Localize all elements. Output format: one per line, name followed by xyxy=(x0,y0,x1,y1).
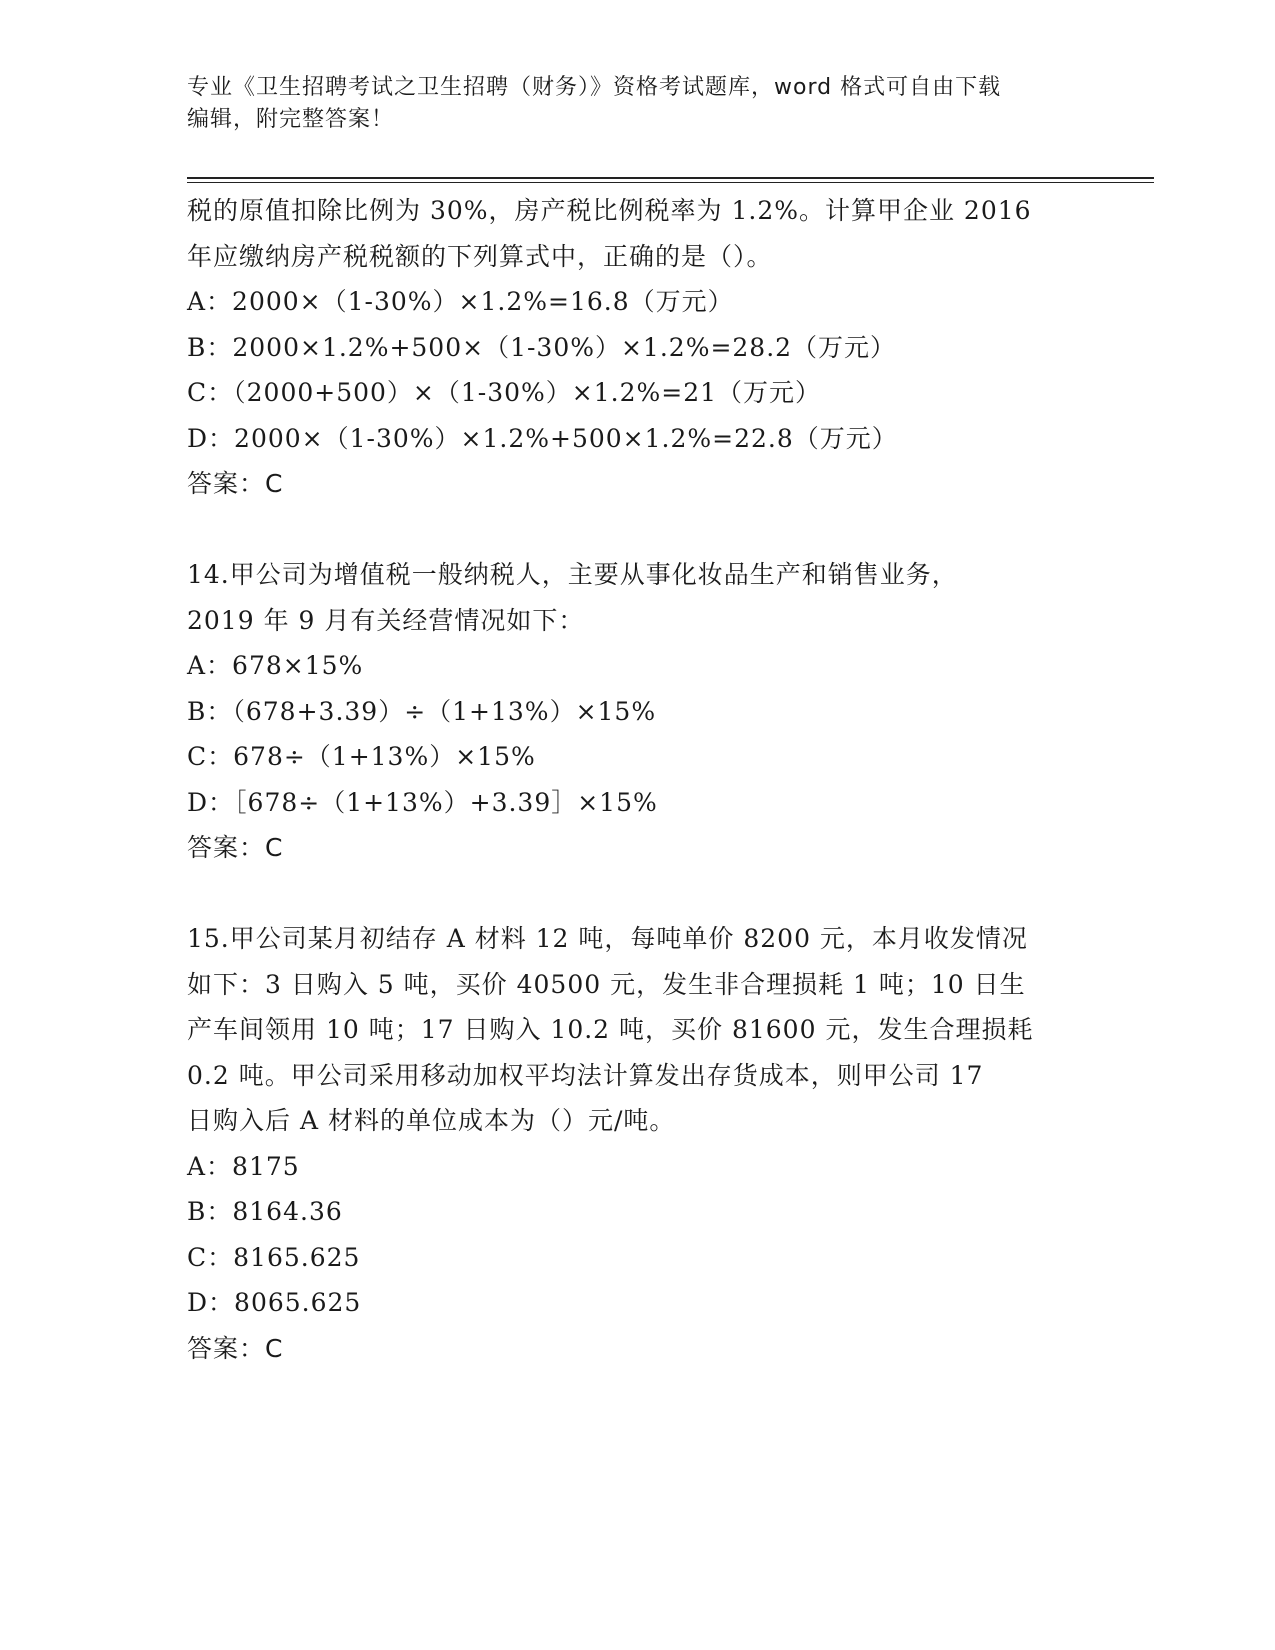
page-header: 专业《卫生招聘考试之卫生招聘（财务）》资格考试题库，word 格式可自由下载 编辑，附完整答案！ xyxy=(187,75,1002,132)
question-14 xyxy=(187,552,1087,871)
question-13-option-a: A：2000×（1-30%）×1.2%=16.8（万元） xyxy=(187,287,734,316)
question-14-stem-line: 14.甲公司为增值税一般纳税人，主要从事化妆品生产和销售业务， xyxy=(187,560,958,589)
question-15-stem-line: 0.2 吨。甲公司采用移动加权平均法计算发出存货成本，则甲公司 17 xyxy=(187,1060,984,1090)
question-15 xyxy=(187,916,1087,1371)
question-15-stem-line: 日购入后 A 材料的单位成本为（）元/吨。 xyxy=(187,1106,676,1135)
question-13-option-b: B：2000×1.2%+500×（1-30%）×1.2%=28.2（万元） xyxy=(187,332,897,362)
question-13-stem-line: 税的原值扣除比例为 30%，房产税比例税率为 1.2%。计算甲企业 2016 xyxy=(187,196,1032,225)
question-13 xyxy=(187,188,1087,507)
question-15-stem-line: 产车间领用 10 吨；17 日购入 10.2 吨，买价 81600 元，发生合理损耗 xyxy=(187,1015,1034,1044)
question-13-answer: 答案：C xyxy=(187,469,284,498)
question-14-answer: 答案：C xyxy=(187,833,284,862)
question-13-stem-line: 年应缴纳房产税税额的下列算式中，正确的是（）。 xyxy=(187,241,773,271)
question-14-option-b: B：（678+3.39）÷（1+13%）×15% xyxy=(187,696,657,726)
question-15-stem-line: 15.甲公司某月初结存 A 材料 12 吨，每吨单价 8200 元，本月收发情况 xyxy=(187,924,1028,953)
question-15-option-b: B：8164.36 xyxy=(187,1197,343,1226)
document-body xyxy=(187,188,1087,1371)
header-divider-thin xyxy=(187,182,1154,183)
question-15-answer: 答案：C xyxy=(187,1333,284,1363)
question-13-option-d: D：2000×（1-30%）×1.2%+500×1.2%=22.8（万元） xyxy=(187,423,898,453)
question-14-option-d: D：［678÷（1+13%）+3.39］×15% xyxy=(187,787,658,817)
question-15-stem-line: 如下：3 日购入 5 吨，买价 40500 元，发生非合理损耗 1 吨；10 日生 xyxy=(187,969,1026,999)
question-14-option-a: A：678×15% xyxy=(187,651,364,680)
header-divider xyxy=(187,177,1154,179)
spacer xyxy=(187,871,1087,917)
question-13-option-c: C：（2000+500）×（1-30%）×1.2%=21（万元） xyxy=(187,378,822,407)
question-15-option-c: C：8165.625 xyxy=(187,1242,361,1272)
spacer xyxy=(187,507,1087,553)
question-15-option-d: D：8065.625 xyxy=(187,1288,362,1317)
question-14-stem-line: 2019 年 9 月有关经营情况如下： xyxy=(187,605,585,635)
question-14-option-c: C：678÷（1+13%）×15% xyxy=(187,742,536,771)
question-15-option-a: A：8175 xyxy=(187,1151,300,1181)
